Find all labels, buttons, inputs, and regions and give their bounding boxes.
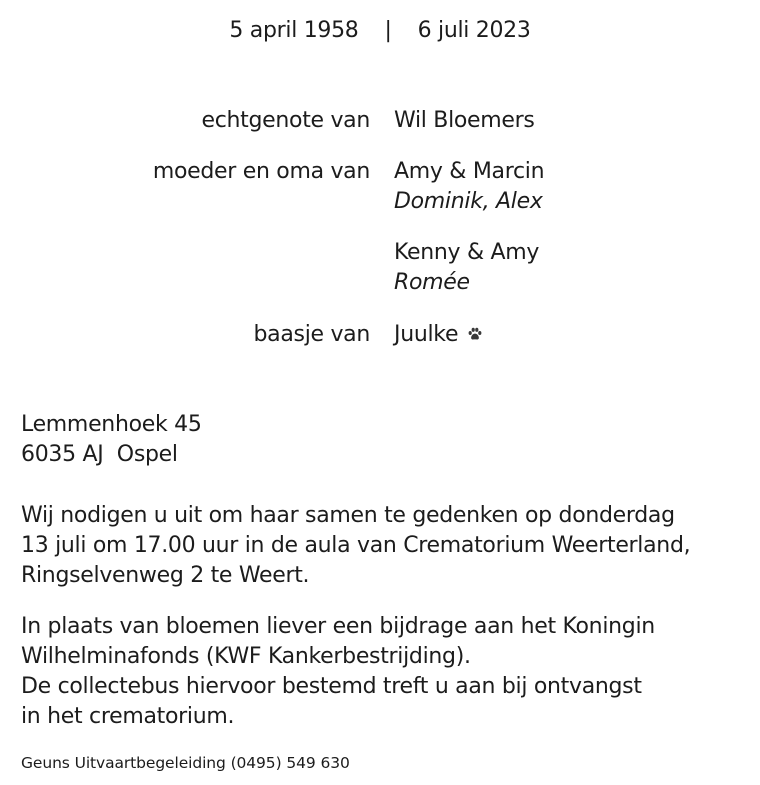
family-1-children: Dominik, Alex bbox=[394, 189, 543, 214]
family-1-parents: Amy & Marcin bbox=[394, 159, 545, 184]
paw-icon bbox=[467, 326, 483, 342]
address-postal-city: 6035 AJ Ospel bbox=[21, 442, 178, 467]
pet bbox=[394, 320, 483, 350]
footer-funeral-director: Geuns Uitvaartbegeleiding (0495) 549 630 bbox=[21, 754, 350, 772]
donation-line-1: In plaats van bloemen liever een bijdrage aan het Koningin bbox=[21, 614, 655, 639]
date-separator: | bbox=[384, 18, 392, 43]
invitation-line-3: Ringselvenweg 2 te Weert. bbox=[21, 563, 310, 588]
pet-label: baasje van bbox=[253, 322, 370, 347]
spouse-name: Wil Bloemers bbox=[394, 108, 535, 133]
donation-line-3: De collectebus hiervoor bestemd treft u aan bij ontvangst bbox=[21, 674, 642, 699]
donation-paragraph bbox=[21, 612, 741, 732]
address-street: Lemmenhoek 45 bbox=[21, 412, 202, 437]
address-block bbox=[21, 410, 741, 470]
death-date: 6 juli 2023 bbox=[417, 18, 531, 43]
date-line bbox=[0, 16, 760, 46]
family-1 bbox=[394, 157, 544, 217]
invitation-line-2: 13 juli om 17.00 uur in de aula van Crematorium Weerterland, bbox=[21, 533, 691, 558]
donation-line-2: Wilhelminafonds (KWF Kankerbestrijding). bbox=[21, 644, 471, 669]
birth-date: 5 april 1958 bbox=[229, 18, 359, 43]
spouse-label: echtgenote van bbox=[201, 108, 370, 133]
family-2-children: Romée bbox=[394, 270, 470, 295]
invitation-line-1: Wij nodigen u uit om haar samen te gedenken op donderdag bbox=[21, 503, 675, 528]
mother-label: moeder en oma van bbox=[152, 159, 370, 184]
invitation-paragraph bbox=[21, 501, 741, 591]
family-2 bbox=[394, 238, 539, 298]
donation-line-4: in het crematorium. bbox=[21, 704, 235, 729]
pet-name: Juulke bbox=[394, 322, 459, 347]
family-2-parents: Kenny & Amy bbox=[394, 240, 540, 265]
